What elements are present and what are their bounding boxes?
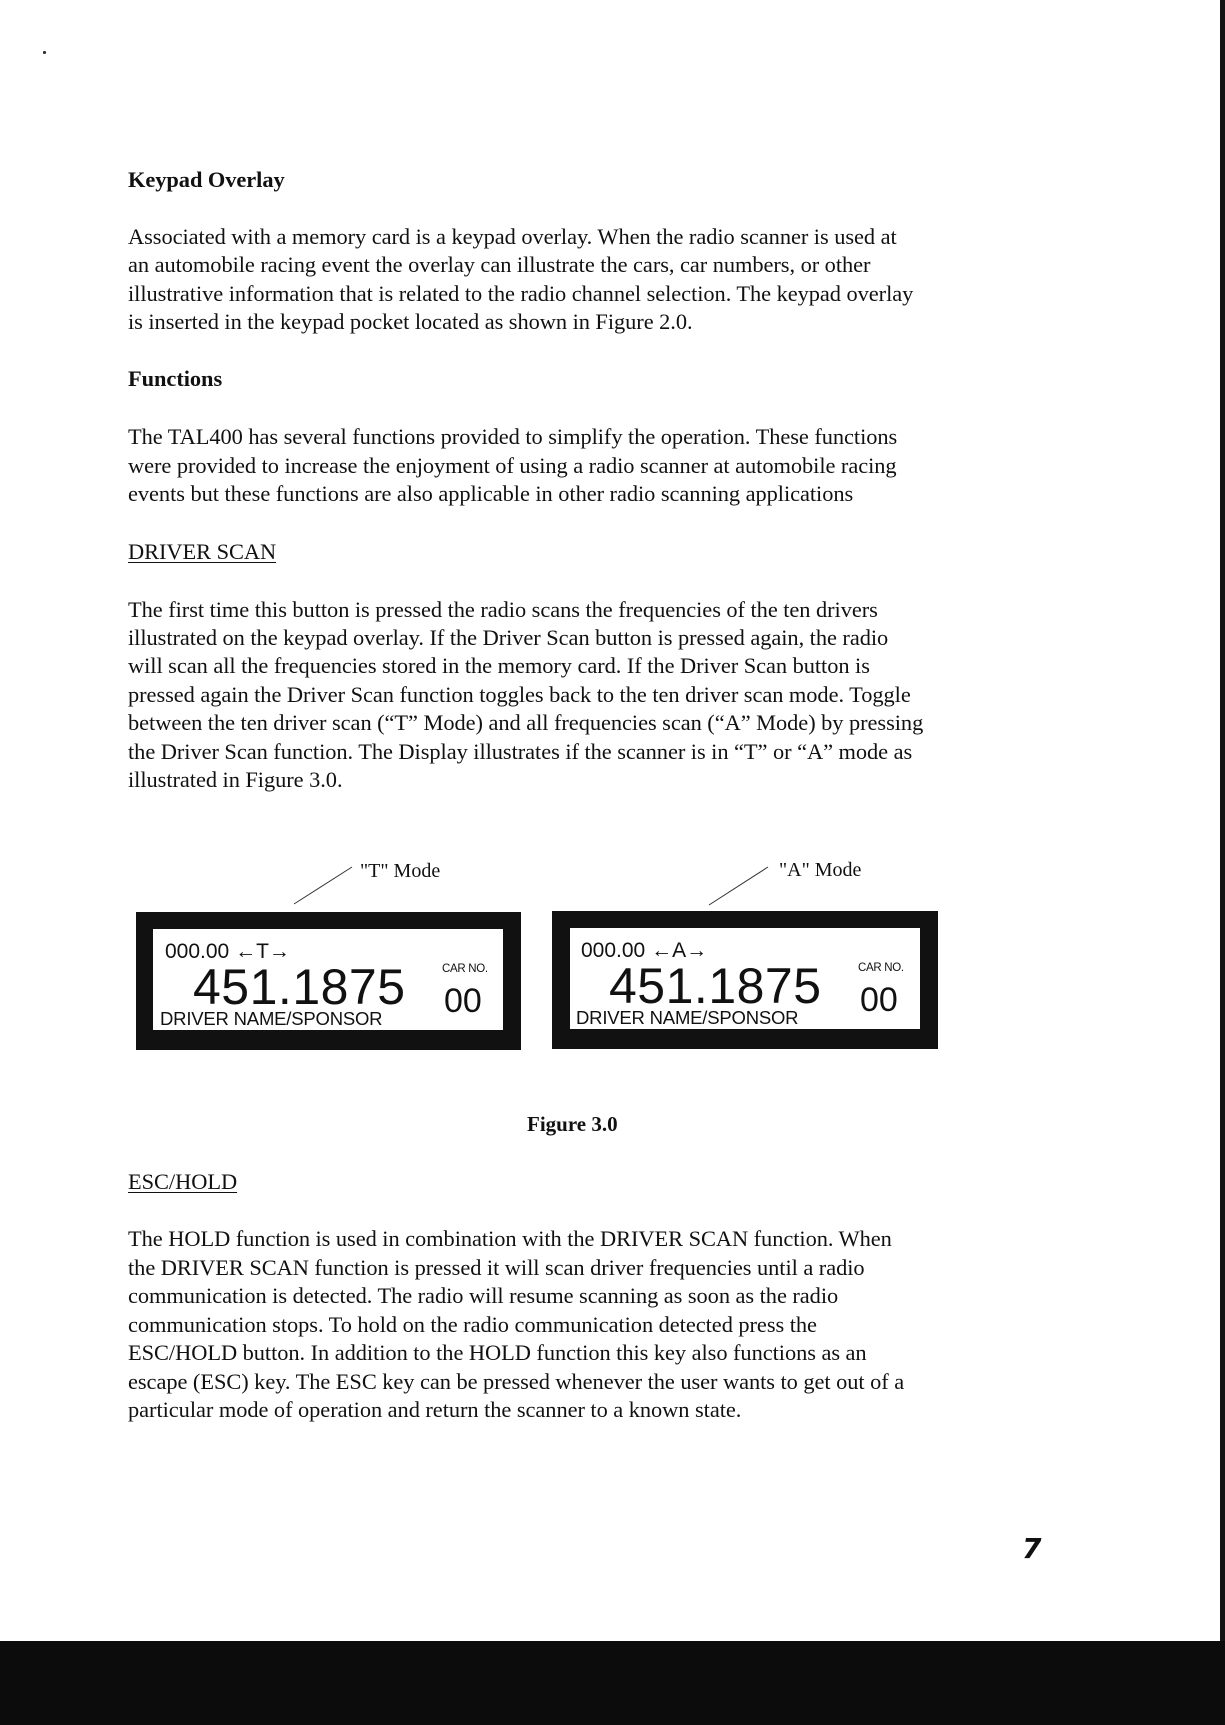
subheading-esc-hold: ESC/HOLD	[128, 1169, 238, 1194]
lcd-driver-name: DRIVER NAME/SPONSOR	[576, 1007, 799, 1028]
paragraph-line: were provided to increase the enjoyment of using a radio scanner at automobile racing	[128, 453, 897, 478]
lcd-frequency: 451.1875	[193, 959, 406, 1015]
scan-border-right	[1220, 0, 1225, 1641]
lcd-display-a-mode	[552, 911, 938, 1049]
lcd-top-line: 000.00 ←T→	[165, 940, 290, 963]
subheading-driver-scan: DRIVER SCAN	[128, 539, 277, 564]
lcd-driver-name: DRIVER NAME/SPONSOR	[160, 1008, 383, 1029]
callout-t-mode: "T" Mode	[360, 860, 441, 882]
paragraph-line: Associated with a memory card is a keypad overlay. When the radio scanner is used at	[128, 224, 897, 249]
lcd-car-label: CAR NO.	[858, 962, 904, 974]
paragraph-line: communication is detected. The radio will resume scanning as soon as the radio	[128, 1283, 839, 1308]
paragraph-line: will scan all the frequencies stored in the memory card. If the Driver Scan button is	[128, 653, 870, 678]
lcd-car-number: 00	[860, 981, 898, 1019]
paragraph-line: ESC/HOLD button. In addition to the HOLD function this key also functions as an	[128, 1340, 867, 1365]
paragraph-line: illustrated on the keypad overlay. If the Driver Scan button is pressed again, the radio	[128, 625, 889, 650]
paragraph-line: escape (ESC) key. The ESC key can be pressed whenever the user wants to get out of a	[128, 1369, 905, 1394]
figure-caption: Figure 3.0	[527, 1112, 618, 1136]
lcd-car-number: 00	[444, 982, 482, 1020]
paragraph-line: illustrated in Figure 3.0.	[128, 767, 343, 792]
paragraph-line: particular mode of operation and return the scanner to a known state.	[128, 1397, 742, 1422]
paragraph-line: pressed again the Driver Scan function toggles back to the ten driver scan mode. Toggle	[128, 682, 911, 707]
paragraph-line: the Driver Scan function. The Display illustrates if the scanner is in “T” or “A” mode as	[128, 739, 913, 764]
lcd-top-line: 000.00 ←A→	[581, 939, 708, 962]
paragraph-line: an automobile racing event the overlay can illustrate the cars, car numbers, or other	[128, 252, 871, 277]
paragraph-line: illustrative information that is related to the radio channel selection. The keypad overlay	[128, 281, 914, 306]
callout-line-a-mode	[709, 867, 768, 905]
lcd-display-t-mode	[136, 912, 521, 1050]
paragraph-line: The TAL400 has several functions provided to simplify the operation. These functions	[128, 424, 898, 449]
paragraph-line: the DRIVER SCAN function is pressed it will scan driver frequencies until a radio	[128, 1255, 865, 1280]
paragraph-line: is inserted in the keypad pocket located as shown in Figure 2.0.	[128, 309, 693, 334]
paragraph-line: between the ten driver scan (“T” Mode) and all frequencies scan (“A” Mode) by pressing	[128, 710, 924, 735]
lcd-frequency: 451.1875	[609, 958, 822, 1014]
lcd-panel	[153, 929, 503, 1030]
callout-line-t-mode	[294, 867, 352, 904]
page-number: 7	[1022, 1532, 1042, 1565]
scan-border-bottom	[0, 1641, 1225, 1725]
paragraph-line: events but these functions are also applicable in other radio scanning applications	[128, 481, 854, 506]
heading-functions: Functions	[128, 366, 223, 391]
lcd-car-label: CAR NO.	[442, 963, 488, 975]
lcd-panel	[570, 928, 920, 1029]
callout-a-mode: "A" Mode	[779, 859, 862, 881]
paragraph-line: communication stops. To hold on the radio communication detected press the	[128, 1312, 817, 1337]
paragraph-line: The HOLD function is used in combination with the DRIVER SCAN function. When	[128, 1226, 892, 1251]
paragraph-line: The first time this button is pressed the radio scans the frequencies of the ten drivers	[128, 597, 878, 622]
heading-keypad-overlay: Keypad Overlay	[128, 167, 285, 192]
